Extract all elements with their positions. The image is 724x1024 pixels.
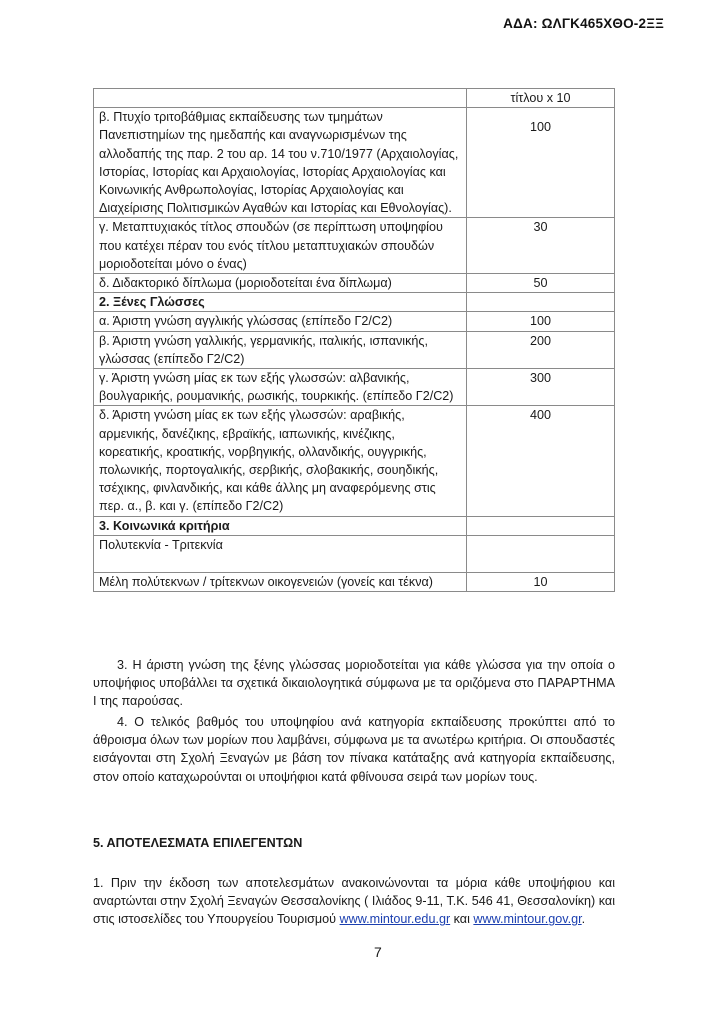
conjunction-text: και bbox=[450, 912, 474, 927]
mintour-edu-link[interactable]: www.mintour.edu.gr bbox=[339, 912, 451, 927]
table-row bbox=[94, 89, 615, 108]
criterion-points: τίτλου x 10 bbox=[467, 89, 615, 108]
criterion-description: γ. Άριστη γνώση μίας εκ των εξής γλωσσών: αλβανικής, βουλγαρικής, ρουμανικής, ρωσικής, τουρκικής. (επίπεδο Γ2/C2) bbox=[94, 369, 467, 406]
criterion-points: 300 bbox=[467, 369, 615, 406]
paragraph-4-text: 4. Ο τελικός βαθμός του υποψηφίου ανά κατηγορία εκπαίδευσης προκύπτει από το άθροισμα όλων των μορίων που λαμβάνει, σύμφωνα με τα ανωτέρω κριτήρια. Οι σπουδαστές εισάγονται στη Σχολή Ξεναγών με βάση τον πίνακα κατάταξης ανά κατηγορία εκπαίδευσης, στον οποίο καταχωρούνται οι υποψήφιοι κατά φθίνουσα σειρά των μορίων τους. bbox=[93, 715, 615, 784]
ada-document-id: ΑΔΑ: ΩΛΓΚ465ΧΘΟ-2ΞΞ bbox=[503, 16, 664, 31]
criterion-description: δ. Διδακτορικό δίπλωμα (μοριοδοτείται ένα δίπλωμα) bbox=[94, 274, 467, 293]
paragraph-3-text: 3. Η άριστη γνώση της ξένης γλώσσας μοριοδοτείται για κάθε γλώσσα για την οποία ο υποψήφιος υποβάλλει τα σχετικά δικαιολογητικά σύμφωνα με τα οριζόμενα στο ΠΑΡΑΡΤΗΜΑ Ι της παρούσας. bbox=[93, 658, 615, 709]
criterion-description: Μέλη πολύτεκνων / τρίτεκνων οικογενειών (γονείς και τέκνα) bbox=[94, 572, 467, 591]
table-row bbox=[94, 312, 615, 331]
section-5-paragraph-1-text: 1. Πριν την έκδοση των αποτελεσμάτων ανακοινώνονται τα μόρια κάθε υποψήφιου και αναρτώνται στην Σχολή Ξεναγών Θεσσαλονίκης ( Ιλιάδος 9-11, Τ.Κ. 546 41, Θεσσαλονίκη) και στις ιστοσελίδες του Υπουργείου Τουρισμού bbox=[93, 876, 615, 927]
criterion-description: δ. Άριστη γνώση μίας εκ των εξής γλωσσών: αραβικής, αρμενικής, δανέζικης, εβραϊκής, ιαπωνικής, κινέζικης, κορεατικής, κροατικής, νορβηγικής, ολλανδικής, ουγγρικής, πολωνικής, πορτογαλικής, σερβικής, σλοβακικής, σουηδικής, τσέχικης, φινλανδικής, και κάθε άλλης μη αναφερόμενης στις περ. α., β. και γ. (επίπεδο Γ2/C2) bbox=[94, 406, 467, 516]
criterion-description: β. Πτυχίο τριτοβάθμιας εκπαίδευσης των τμημάτων Πανεπιστημίων της ημεδαπής και αναγνωρισμένων της αλλοδαπής της παρ. 2 του αρ. 14 του ν.710/1977 (Αρχαιολογίας, Ιστορίας, Ιστορίας και Αρχαιολογίας, Ιστορίας Αρχαιολογίας και Κοινωνικής Ανθρωπολογίας, Ιστορίας Αρχαιολογίας και Διαχείρισης Πολιτισμικών Αγαθών και Ιστορίας και Εθνολογίας). bbox=[94, 108, 467, 218]
table-row-section-header bbox=[94, 516, 615, 535]
page-number: 7 bbox=[374, 944, 382, 960]
sentence-end: . bbox=[581, 912, 586, 927]
table-row bbox=[94, 406, 615, 516]
criterion-points bbox=[467, 293, 615, 312]
criterion-points: 30 bbox=[467, 218, 615, 274]
criteria-table bbox=[93, 88, 615, 592]
mintour-gov-link[interactable]: www.mintour.gov.gr bbox=[473, 912, 582, 927]
criterion-points: 100 bbox=[467, 108, 615, 218]
criterion-description: β. Άριστη γνώση γαλλικής, γερμανικής, ιταλικής, ισπανικής, γλώσσας (επίπεδο Γ2/C2) bbox=[94, 331, 467, 368]
table-row bbox=[94, 572, 615, 591]
criterion-points bbox=[467, 535, 615, 572]
table-row bbox=[94, 331, 615, 368]
section-header-foreign-languages: 2. Ξένες Γλώσσες bbox=[94, 293, 467, 312]
table-row bbox=[94, 108, 615, 218]
criterion-description: Πολυτεκνία - Τριτεκνία bbox=[94, 535, 467, 572]
criterion-points: 200 bbox=[467, 331, 615, 368]
criterion-description bbox=[94, 89, 467, 108]
criterion-description: γ. Μεταπτυχιακός τίτλος σπουδών (σε περίπτωση υποψηφίου που κατέχει πέραν του ενός τίτλου μεταπτυχιακών σπουδών μοριοδοτείται μόνο ο ένας) bbox=[94, 218, 467, 274]
criterion-points: 50 bbox=[467, 274, 615, 293]
criterion-points: 10 bbox=[467, 572, 615, 591]
paragraph-3 bbox=[93, 656, 615, 711]
criterion-points bbox=[467, 516, 615, 535]
section-header-social-criteria: 3. Κοινωνικά κριτήρια bbox=[94, 516, 467, 535]
table-row-section-header bbox=[94, 293, 615, 312]
section-5-paragraph-1 bbox=[93, 874, 615, 929]
section-5-paragraph-1-body bbox=[93, 874, 615, 929]
table-row bbox=[94, 218, 615, 274]
table-row bbox=[94, 274, 615, 293]
criterion-points: 400 bbox=[467, 406, 615, 516]
section-5-heading: 5. ΑΠΟΤΕΛΕΣΜΑΤΑ ΕΠΙΛΕΓΕΝΤΩΝ bbox=[93, 836, 303, 850]
table-row bbox=[94, 369, 615, 406]
criterion-description: α. Άριστη γνώση αγγλικής γλώσσας (επίπεδο Γ2/C2) bbox=[94, 312, 467, 331]
paragraph-4 bbox=[93, 713, 615, 786]
table-row bbox=[94, 535, 615, 572]
criterion-points: 100 bbox=[467, 312, 615, 331]
